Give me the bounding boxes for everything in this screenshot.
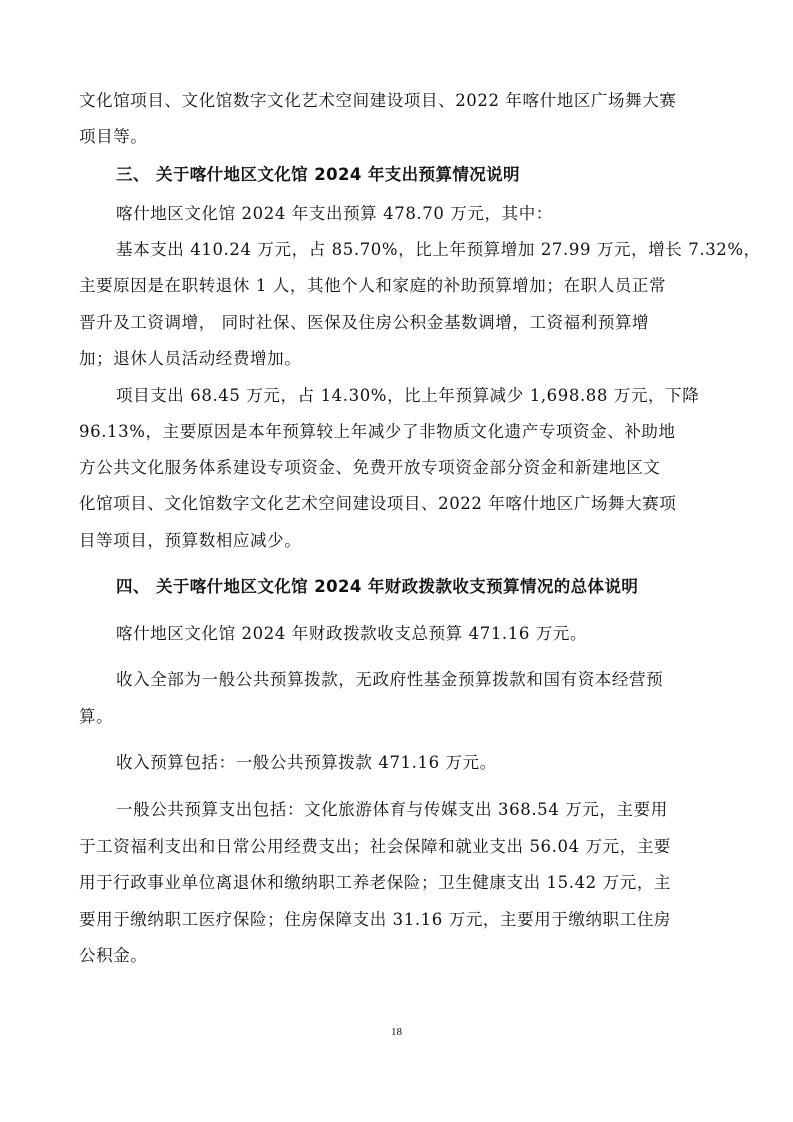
text-line: 方公共文化服务体系建设专项资金、免费开放专项资金部分资金和新建地区文 xyxy=(79,458,661,477)
text-line: 主要原因是在职转退休 1 人，其他个人和家庭的补助预算增加；在职人员正常 xyxy=(79,276,667,295)
text-line: 要用于缴纳职工医疗保险；住房保障支出 31.16 万元，主要用于缴纳职工住房 xyxy=(79,910,672,929)
section-heading-3: 三、 关于喀什地区文化馆 2024 年支出预算情况说明 xyxy=(116,165,520,184)
text-line: 96.13%，主要原因是本年预算较上年减少了非物质文化遗产专项资金、补助地 xyxy=(79,422,676,441)
text-line: 喀什地区文化馆 2024 年财政拨款收支总预算 471.16 万元。 xyxy=(116,624,588,643)
text-line: 加；退休人员活动经费增加。 xyxy=(79,349,302,368)
text-line: 收入全部为一般公共预算拨款，无政府性基金预算拨款和国有资本经营预 xyxy=(116,670,664,689)
text-line: 化馆项目、文化馆数字文化艺术空间建设项目、2022 年喀什地区广场舞大赛项 xyxy=(79,494,677,513)
text-line: 算。 xyxy=(79,707,114,726)
section-heading-4: 四、 关于喀什地区文化馆 2024 年财政拨款收支预算情况的总体说明 xyxy=(116,577,639,596)
text-line: 一般公共预算支出包括：文化旅游体育与传媒支出 368.54 万元，主要用 xyxy=(116,800,668,819)
text-line: 收入预算包括：一般公共预算拨款 471.16 万元。 xyxy=(116,753,497,772)
text-line: 用于行政事业单位离退休和缴纳职工养老保险；卫生健康支出 15.42 万元，主 xyxy=(79,873,672,892)
text-line: 目等项目，预算数相应减少。 xyxy=(79,531,302,550)
text-line: 晋升及工资调增， 同时社保、医保及住房公积金基数调增，工资福利预算增 xyxy=(79,313,650,332)
page-number: 18 xyxy=(391,1026,402,1038)
text-line: 公积金。 xyxy=(79,946,148,965)
text-line: 项目等。 xyxy=(79,127,148,146)
text-line: 文化馆项目、文化馆数字文化艺术空间建设项目、2022 年喀什地区广场舞大赛 xyxy=(79,91,677,110)
text-line: 基本支出 410.24 万元，占 85.70%，比上年预算增加 27.99 万元，增长 7.32%， xyxy=(116,240,761,259)
text-line: 项目支出 68.45 万元，占 14.30%，比上年预算减少 1,698.88 万元，下降 xyxy=(116,386,700,405)
text-line: 于工资福利支出和日常公用经费支出；社会保障和就业支出 56.04 万元，主要 xyxy=(79,837,672,856)
text-line: 喀什地区文化馆 2024 年支出预算 478.70 万元，其中： xyxy=(116,204,553,223)
